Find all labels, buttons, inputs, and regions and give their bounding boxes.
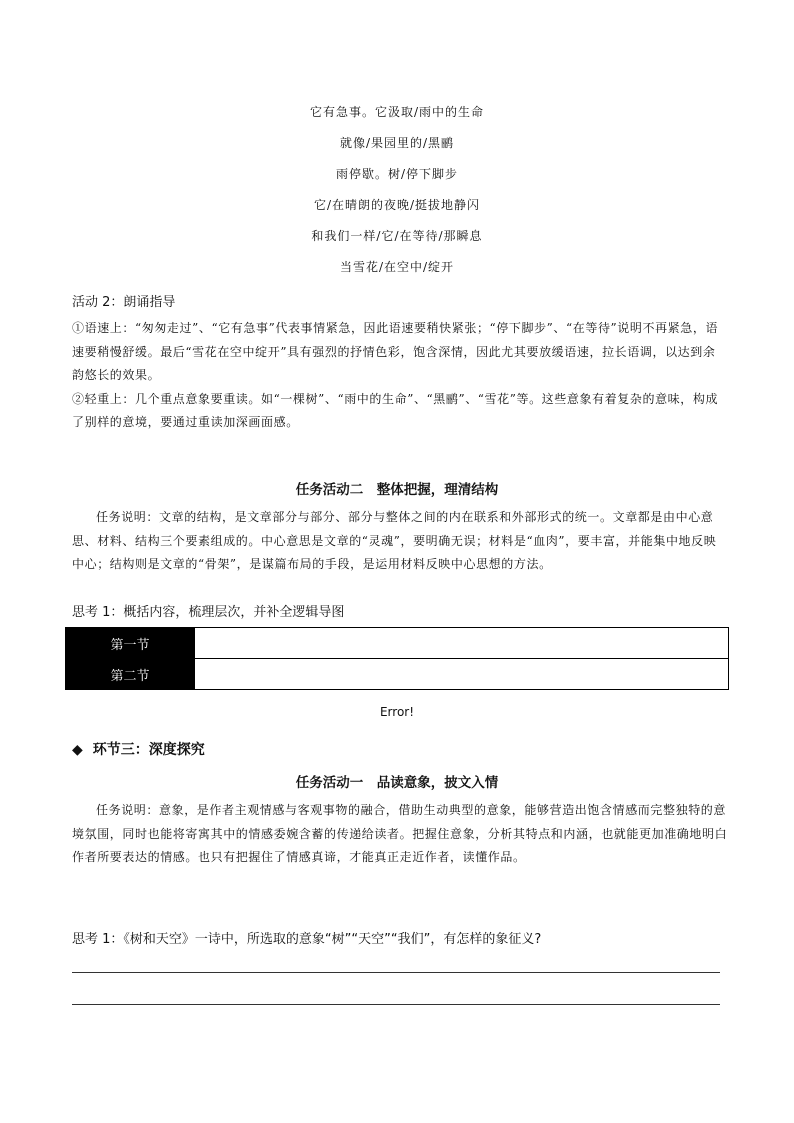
answer-line[interactable]	[72, 1004, 720, 1005]
section-title: 环节三：深度探究	[92, 742, 205, 758]
poem-line: 当雪花/在空中/绽开	[339, 260, 455, 274]
guidance-stress: ②轻重上：几个重点意象要重读。如“一棵树”、“雨中的生命”、“黑鹂”、“雪花”等。这些意象有着复杂的意味，构成了别样的意境，要通过重读加深画面感。	[72, 391, 719, 429]
task-description: 任务说明：文章的结构，是文章部分与部分、部分与整体之间的内在联系和外部形式的统一。文章都是由中心意思、材料、结构三个要素组成的。中心意思是文章的“灵魂”，要明确无误；材料是“血肉”，要丰富，并能集中地反映中心；结构则是文章的“骨架”，是谋篇布局的手段，是运用材料反映中心思想的方法。	[72, 510, 717, 571]
structure-table	[65, 627, 729, 690]
diamond-bullet-icon: ◆	[72, 742, 83, 758]
poem-excerpt	[0, 101, 794, 287]
poem-line: 它/在晴朗的夜晚/挺拔地静闪	[313, 198, 481, 212]
answer-cell[interactable]	[195, 659, 729, 690]
table-row	[66, 659, 729, 690]
think-prompt: 思考 1：概括内容，梳理层次，并补全逻辑导图	[72, 605, 345, 620]
activity-title: 活动 2：朗诵指导	[72, 295, 176, 310]
row-label: 第一节	[66, 628, 195, 659]
table-row	[66, 628, 729, 659]
section-heading	[72, 739, 205, 759]
answer-line[interactable]	[72, 972, 720, 973]
row-label: 第二节	[66, 659, 195, 690]
answer-cell[interactable]	[195, 628, 729, 659]
guidance-speed: ①语速上：“匆匆走过”、“它有急事”代表事情紧急，因此语速要稍快紧张；“停下脚步”、“在等待”说明不再紧急，语速要稍慢舒缓。最后“雪花在空中绽开”具有强烈的抒情色彩，饱含深情，因此尤其要放缓语速，拉长语调，以达到余韵悠长的效果。	[72, 321, 719, 382]
poem-line: 和我们一样/它/在等待/那瞬息	[311, 229, 483, 243]
task-heading: 任务活动二 整体把握，理清结构	[295, 482, 499, 498]
reading-guidance	[72, 317, 728, 435]
poem-line: 就像/果园里的/黑鹂	[339, 136, 455, 150]
task-description: 任务说明：意象，是作者主观情感与客观事物的融合，借助生动典型的意象，能够营造出饱含情感而完整独特的意境氛围，同时也能将寄寓其中的情感委婉含蓄的传递给读者。把握住意象，分析其特点和内涵，也就能更加准确地明白作者所要表达的情感。也只有把握住了情感真谛，才能真正走近作者，读懂作品。	[72, 803, 728, 864]
think-prompt: 思考 1：《树和天空》一诗中，所选取的意象“树”“天空”“我们”，有怎样的象征义?	[72, 932, 542, 947]
poem-line: 它有急事。它汲取/雨中的生命	[309, 105, 485, 119]
task-heading: 任务活动一 品读意象，披文入情	[295, 775, 499, 791]
error-text: Error!	[379, 705, 415, 719]
poem-line: 雨停歇。树/停下脚步	[335, 167, 459, 181]
